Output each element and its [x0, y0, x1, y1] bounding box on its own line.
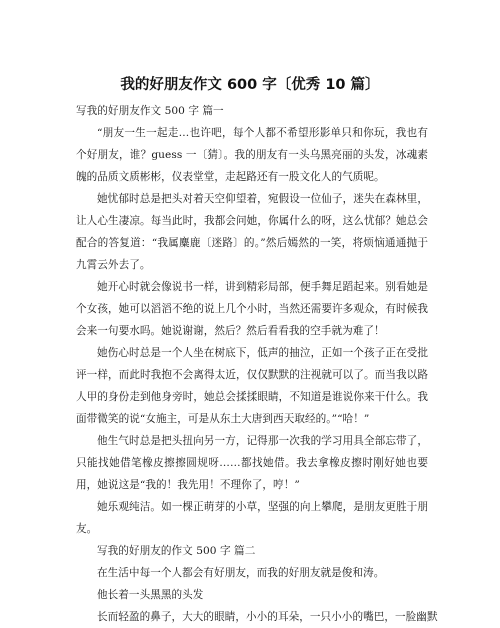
paragraph: 她开心时就会像说书一样，讲到精彩局部，便手舞足蹈起来。别看她是个女孩，她可以滔滔不绝的说上几个小时，当然还需要许多观众，有时候我会来一句要水吗。她说谢谢，然后？然后看看我的空手就为难了！: [76, 281, 428, 337]
paragraph: 她忧郁时总是把头对着天空仰望着，宛假设一位仙子，迷失在森林里，让人心生凄凉。每当此时，我都会问她，你属什么的呀，这么忧郁？她总会配合的答复道：“我属麋鹿〔迷路〕的。”然后嫣然的一笑，将烦恼通通抛于九霄云外去了。: [76, 193, 428, 271]
paragraph: 长而轻盈的鼻子，大大的眼睛，小小的耳朵，一只小小的嘴巴，一脸幽默: [97, 611, 438, 623]
section-heading-2: 写我的好朋友的作文 500 字 篇二: [97, 545, 256, 557]
paragraph: 她乐观纯洁。如一棵正萌芽的小草，坚强的向上攀爬，是朋友更胜于朋友。: [76, 501, 428, 535]
paragraph: 在生活中每一个人都会有好朋友，而我的好朋友就是俊和涛。: [97, 567, 385, 579]
paragraph: 他生气时总是把头扭向另一方，记得那一次我的学习用具全部忘带了，只能找她借笔橡皮擦擦圆规呀……都找她借。我去拿橡皮擦时刚好她也要用，她说这是“我的！我先用！不理你了，哼！”: [76, 435, 428, 491]
document-body: [76, 100, 438, 628]
paragraph: 她伤心时总是一个人坐在树底下，低声的抽泣，正如一个孩子正在受批评一样，而此时我抱不会离得太近，仅仅默默的注视就可以了。而当我以路人甲的身份走到他身旁时，她总会揉揉眼睛，不知道是谁说你来干什么。我面带微笑的说“女施主，可是从东土大唐到西天取经的。”“哈！”: [76, 347, 428, 425]
document-title: 我的好朋友作文 600 字〔优秀 10 篇〕: [120, 77, 380, 93]
section-heading-1: 写我的好朋友作文 500 字 篇一: [76, 105, 224, 117]
paragraph: 他长着一头黑黑的头发: [97, 589, 204, 601]
paragraph: “朋友一生一起走…也许吧，每个人都不希望形影单只和你玩，我也有个好朋友，谁？guess 一〔猜〕。我的朋友有一头乌黑亮丽的头发，冰魂素魄的品质文质彬彬，仪表堂堂，走起路还有一股文化人的气质呢。: [76, 127, 428, 183]
